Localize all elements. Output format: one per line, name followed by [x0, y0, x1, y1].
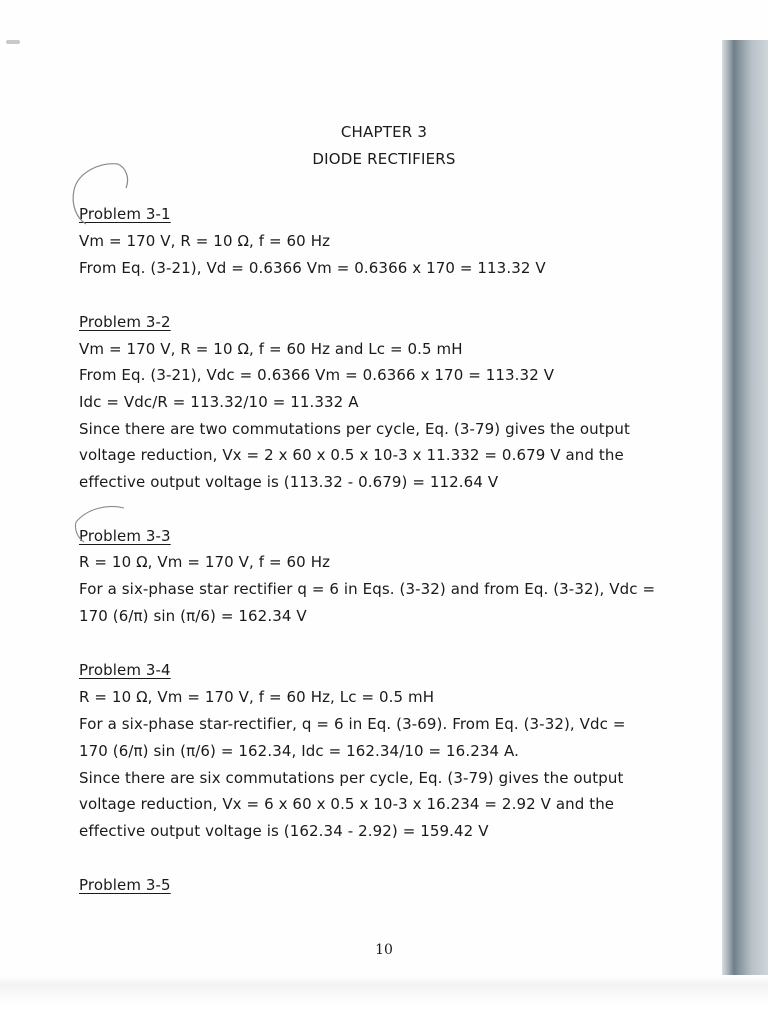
- text-line: From Eq. (3-21), Vdc = 0.6366 Vm = 0.6366 x 170 = 113.32 V: [79, 366, 555, 384]
- page-bottom-shadow: [0, 975, 768, 1024]
- text-line: R = 10 Ω, Vm = 170 V, f = 60 Hz, Lc = 0.5 mH: [79, 688, 435, 706]
- text-line: Vm = 170 V, R = 10 Ω, f = 60 Hz: [79, 232, 331, 250]
- text-line: voltage reduction, Vx = 6 x 60 x 0.5 x 10-3 x 16.234 = 2.92 V and the: [79, 795, 615, 813]
- text-line: For a six-phase star-rectifier, q = 6 in Eq. (3-69). From Eq. (3-32), Vdc =: [79, 715, 626, 733]
- problem-heading: Problem 3-3: [79, 527, 171, 545]
- problem-heading: Problem 3-1: [79, 205, 171, 223]
- text-line: Since there are six commutations per cycle, Eq. (3-79) gives the output: [79, 769, 624, 787]
- text-line: effective output voltage is (113.32 - 0.679) = 112.64 V: [79, 473, 499, 491]
- text-line: R = 10 Ω, Vm = 170 V, f = 60 Hz: [79, 553, 331, 571]
- page-edge-shadow: [722, 40, 768, 985]
- text-line: 170 (6/π) sin (π/6) = 162.34, Idc = 162.34/10 = 16.234 A.: [79, 742, 519, 760]
- problem-heading: Problem 3-2: [79, 313, 171, 331]
- text-line: For a six-phase star rectifier q = 6 in Eqs. (3-32) and from Eq. (3-32), Vdc =: [79, 580, 656, 598]
- text-line: effective output voltage is (162.34 - 2.92) = 159.42 V: [79, 822, 489, 840]
- text-line: Idc = Vdc/R = 113.32/10 = 11.332 A: [79, 393, 359, 411]
- scan-mark: [6, 40, 20, 44]
- chapter-heading: CHAPTER 3: [340, 123, 428, 141]
- text-line: Vm = 170 V, R = 10 Ω, f = 60 Hz and Lc = 0.5 mH: [79, 340, 463, 358]
- page-number: 10: [375, 942, 393, 958]
- text-line: voltage reduction, Vx = 2 x 60 x 0.5 x 10-3 x 11.332 = 0.679 V and the: [79, 446, 624, 464]
- chapter-title: DIODE RECTIFIERS: [312, 150, 456, 168]
- text-line: Since there are two commutations per cycle, Eq. (3-79) gives the output: [79, 420, 630, 438]
- problem-heading: Problem 3-4: [79, 661, 171, 679]
- text-line: From Eq. (3-21), Vd = 0.6366 Vm = 0.6366 x 170 = 113.32 V: [79, 259, 546, 277]
- problem-heading: Problem 3-5: [79, 876, 171, 894]
- text-line: 170 (6/π) sin (π/6) = 162.34 V: [79, 607, 307, 625]
